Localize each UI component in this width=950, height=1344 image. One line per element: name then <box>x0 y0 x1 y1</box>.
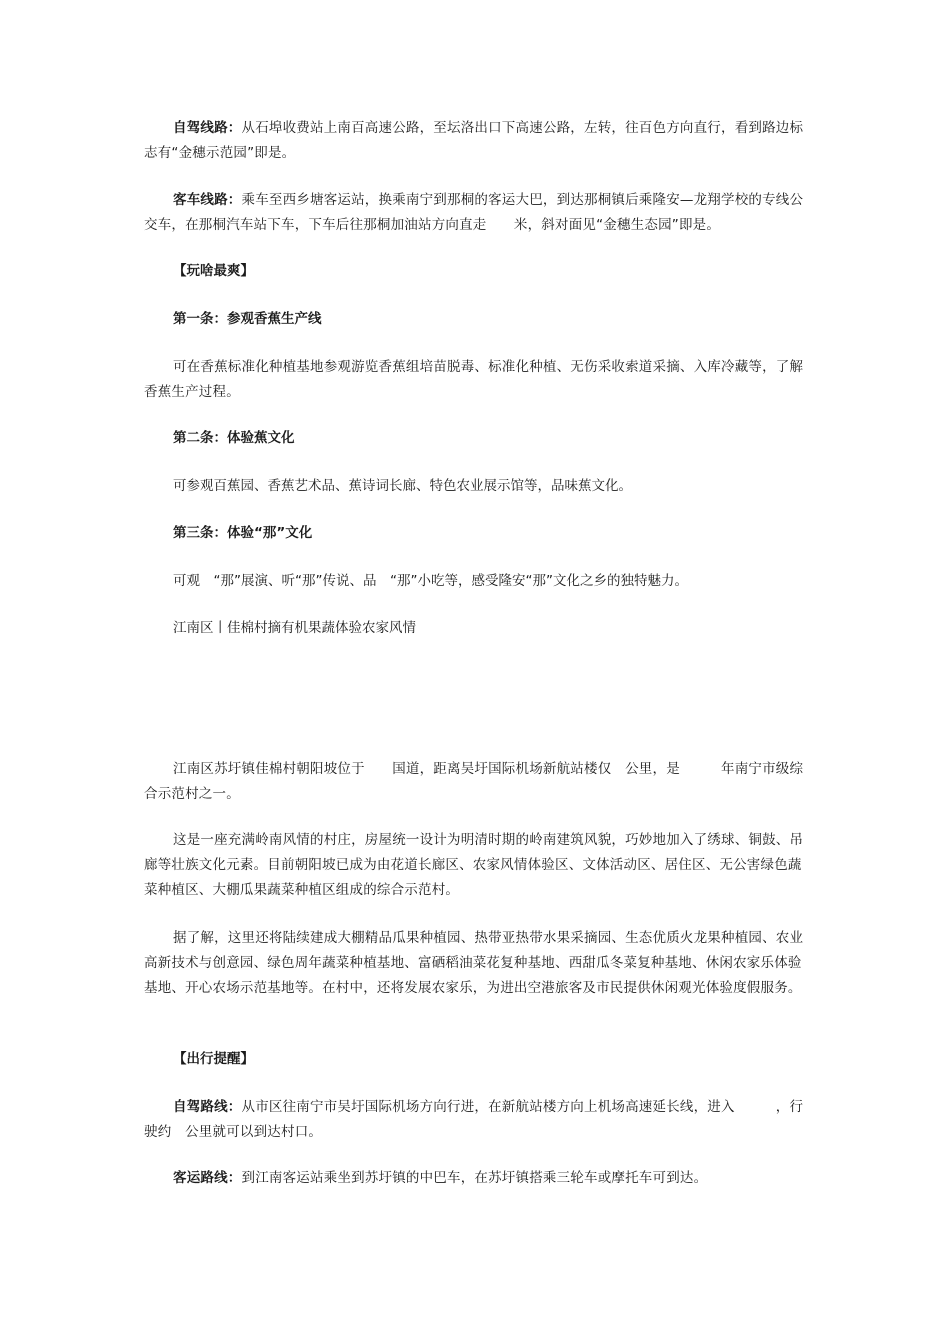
bus-route-text: 乘车至西乡塘客运站，换乘南宁到那桐的客运大巴，到达那桐镇后乘隆安—龙翔学校的专线公交车，在那桐汽车站下车，下车后往那桐加油站方向直走 米，斜对面见“金穗生态园”即是。 <box>144 192 804 233</box>
section-heading-fun: 【玩啥最爽】 <box>173 263 254 279</box>
section-heading-travel-tips: 【出行提醒】 <box>173 1051 254 1067</box>
self-drive-route-label-2: 自驾路线： <box>173 1099 242 1115</box>
bus-route-paragraph-1 <box>144 188 812 238</box>
item-heading-2: 第二条：体验蕉文化 <box>173 430 295 446</box>
item-paragraph-1: 可在香蕉标准化种植基地参观游览香蕉组培苗脱毒、标准化种植、无伤采收索道采摘、入库冷藏等，了解香蕉生产过程。 <box>144 359 804 400</box>
village-style-paragraph: 这是一座充满岭南风情的村庄，房屋统一设计为明清时期的岭南建筑风貌，巧妙地加入了绣球、铜鼓、吊廊等壮族文化元素。目前朝阳坡已成为由花道长廊区、农家风情体验区、文体活动区、居住区、无公害绿色蔬菜种植区、大棚瓜果蔬菜种植区组成的综合示范村。 <box>144 832 804 898</box>
article-subtitle: 江南区丨佳棉村摘有机果蔬体验农家风情 <box>173 620 416 636</box>
self-drive-route-label: 自驾线路： <box>173 120 242 136</box>
self-drive-route-text: 从石埠收费站上南百高速公路，至坛洛出口下高速公路，左转，往百色方向直行，看到路边标志有“金穗示范园”即是。 <box>144 120 804 161</box>
village-plan-paragraph: 据了解，这里还将陆续建成大棚精品瓜果种植园、热带亚热带水果采摘园、生态优质火龙果种植园、农业高新技术与创意园、绿色周年蔬菜种植基地、富硒稻油菜花复种基地、西甜瓜冬菜复种基地、休闲农家乐体验基地、开心农场示范基地等。在村中，还将发展农家乐，为进出空港旅客及市民提供休闲观光体验度假服务。 <box>144 930 804 996</box>
bus-route-label: 客车线路： <box>173 192 242 208</box>
bus-route-label-2: 客运路线： <box>173 1170 242 1186</box>
self-drive-route-paragraph-1 <box>144 116 812 166</box>
bus-route-paragraph-2 <box>144 1166 812 1191</box>
bus-route-text-2: 到江南客运站乘坐到苏圩镇的中巴车，在苏圩镇搭乘三轮车或摩托车可到达。 <box>241 1170 708 1186</box>
self-drive-route-paragraph-2 <box>144 1095 812 1145</box>
item-heading-1: 第一条：参观香蕉生产线 <box>173 311 322 327</box>
item-heading-3: 第三条：体验“那”文化 <box>173 525 313 541</box>
self-drive-route-text-2: 从市区往南宁市吴圩国际机场方向行进，在新航站楼方向上机场高速延长线，进入 ，行驶约 公里就可以到达村口。 <box>144 1099 804 1140</box>
item-paragraph-2: 可参观百蕉园、香蕉艺术品、蕉诗词长廊、特色农业展示馆等，品味蕉文化。 <box>173 478 632 494</box>
village-intro-paragraph: 江南区苏圩镇佳棉村朝阳坡位于 国道，距离吴圩国际机场新航站楼仅 公里，是 年南宁市级综合示范村之一。 <box>144 761 804 802</box>
item-paragraph-3: 可观 “那”展演、听“那”传说、品 “那”小吃等，感受隆安“那”文化之乡的独特魅力。 <box>173 573 688 589</box>
